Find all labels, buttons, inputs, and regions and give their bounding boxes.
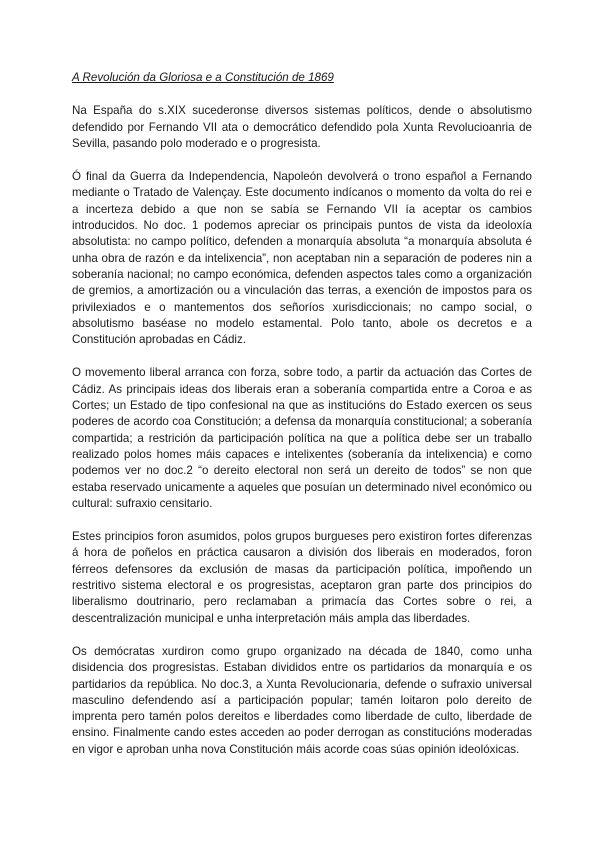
- paragraph-1: Na España do s.XIX sucederonse diversos sistemas políticos, dende o absolutismo defendido por Fernando VII ata o democrático defendido pola Xunta Revolucioanria de Sevilla, pasando polo moderado e o progresista.: [72, 104, 532, 150]
- paragraph-5: Os demócratas xurdiron como grupo organizado na década de 1840, como unha disidencia dos progresistas. Estaban divididos entre os partidarios da monarquía e os partidarios da república. No doc.3, a Xunta Revolucionaria, defende o sufraxio universal masculino defendendo así a participación popular; tamén loitaron polo dereito de imprenta pero tamén polos dereitos e liberdades como liberdade de culto, liberdade de ensino. Finalmente cando estes acceden ao poder derrogan as constitucións moderadas en vigor e aproban unha nova Constitución máis acorde coas súas opinión ideolóxicas.: [72, 644, 532, 756]
- document-title: A Revolución da Gloriosa e a Constitución de 1869: [72, 71, 334, 84]
- paragraph-3: O movemento liberal arranca con forza, sobre todo, a partir da actuación das Cortes de Cádiz. As principais ideas dos liberais eran a soberanía compartida entre a Coroa e as Cortes; un Estado de tipo confesional na que as institucións do Estado exercen os seus poderes de acordo coa Constitución; a defensa da monarquía constitucional; a soberanía compartida; a restrición da participación política na que a política debe ser un traballo realizado polos homes máis capaces e intelixentes (soberanía da intelixencia) e como podemos ver no doc.2 “o dereito electoral non será un dereito de todos” se non que estaba reservado unicamente a aqueles que posuían un determinado nivel económico ou cultural: sufraxio censitario.: [72, 366, 532, 510]
- paragraph-2: Ó final da Guerra da Independencia, Napoleón devolverá o trono español a Fernando mediante o Tratado de Valençay. Este documento indícanos o momento da volta do rei e a incerteza debido a que non se sabía se Fernando VII ía aceptar os cambios introducidos. No doc. 1 podemos apreciar os principais puntos de vista da ideoloxía absolutista: no campo político, defenden a monarquía absoluta “a monarquía absoluta é unha obra de razón e da intelixencia”, non aceptaban nin a separación de poderes nin a soberanía nacional; no campo económica, defenden aspectos tales como a organización de gremios, a amortización ou a vinculación das terras, a exención de impostos para os privilexiados e o mantementos dos señoríos xurisdiccionais; no campo social, o absolutismo baséase no modelo estamental. Polo tanto, abole os decretos e a Constitución aprobadas en Cádiz.: [72, 170, 532, 347]
- paragraph-4: Estes principios foron asumidos, polos grupos burgueses pero existiron fortes diferenzas á hora de poñelos en práctica causaron a división dos liberais en moderados, foron férreos defensores da exclusión de masas da participación política, impoñendo un restritivo sistema electoral e os progresistas, aceptaron gran parte dos principios do liberalismo doutrinario, pero reclamaban a primacía das Cortes sobre o rei, a descentralización municipal e unha interpretación máis ampla das liberdades.: [72, 530, 532, 625]
- document-page: [72, 70, 532, 775]
